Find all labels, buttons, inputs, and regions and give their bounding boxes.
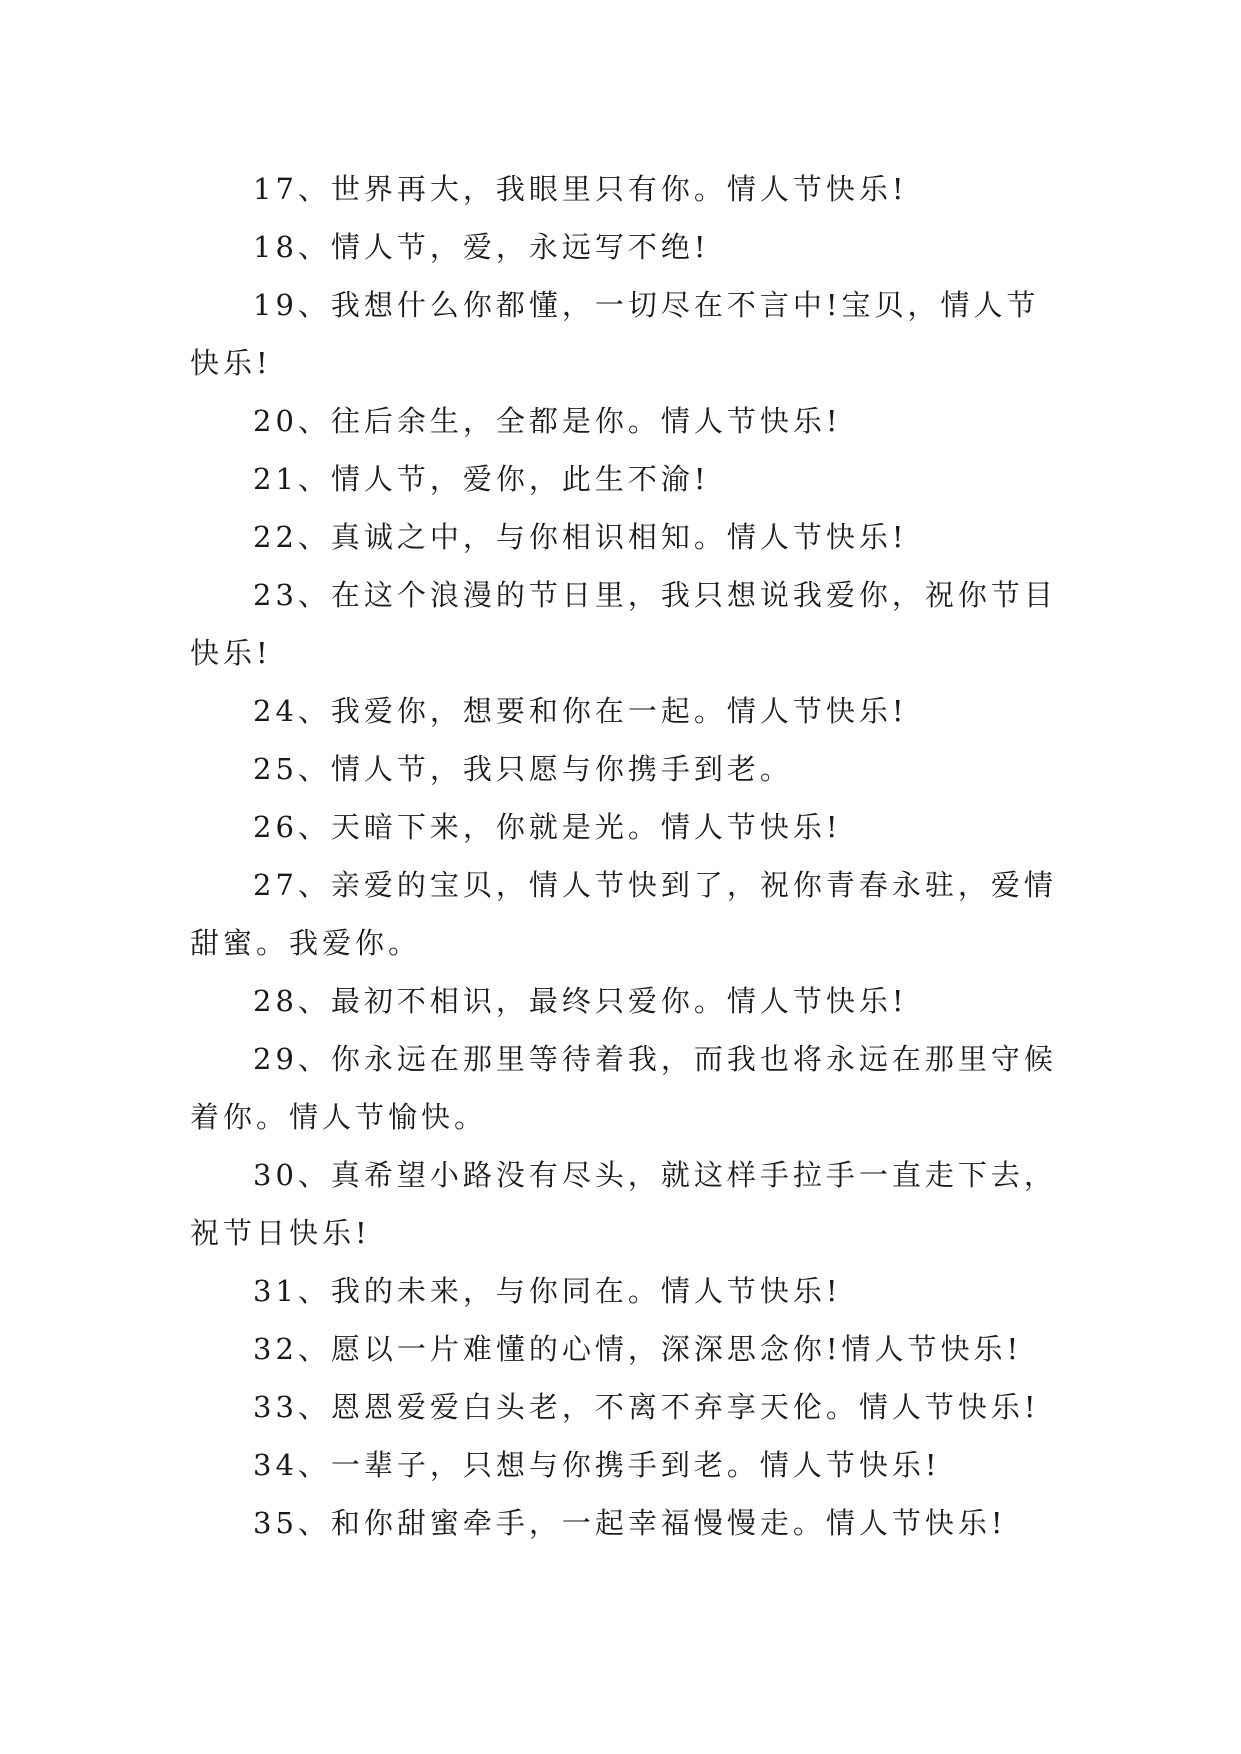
paragraph-28: 28、最初不相识，最终只爱你。情人节快乐! (253, 984, 908, 1018)
paragraph-34: 34、一辈子，只想与你携手到老。情人节快乐! (253, 1448, 941, 1482)
document-body (190, 160, 1070, 1552)
paragraph-19: 19、我想什么你都懂，一切尽在不言中!宝贝，情人节快乐! (190, 288, 1040, 380)
paragraph-35: 35、和你甜蜜牵手，一起幸福慢慢走。情人节快乐! (253, 1506, 1007, 1540)
paragraph-21: 21、情人节，爱你，此生不渝! (253, 462, 710, 496)
paragraph-23: 23、在这个浪漫的节日里，我只想说我爱你，祝你节目快乐! (190, 578, 1057, 670)
paragraph-29: 29、你永远在那里等待着我，而我也将永远在那里守候着你。情人节愉快。 (190, 1042, 1057, 1134)
paragraph-20: 20、往后余生，全都是你。情人节快乐! (253, 404, 842, 438)
paragraph-18: 18、情人节，爱，永远写不绝! (253, 230, 710, 264)
paragraph-26: 26、天暗下来，你就是光。情人节快乐! (253, 810, 842, 844)
paragraph-27: 27、亲爱的宝贝，情人节快到了，祝你青春永驻，爱情甜蜜。我爱你。 (190, 868, 1057, 960)
paragraph-22: 22、真诚之中，与你相识相知。情人节快乐! (253, 520, 908, 554)
paragraph-17: 17、世界再大，我眼里只有你。情人节快乐! (253, 172, 908, 206)
paragraph-33: 33、恩恩爱爱白头老，不离不弃享天伦。情人节快乐! (253, 1390, 1040, 1424)
paragraph-31: 31、我的未来，与你同在。情人节快乐! (253, 1274, 842, 1308)
paragraph-25: 25、情人节，我只愿与你携手到老。 (253, 752, 793, 786)
paragraph-24: 24、我爱你，想要和你在一起。情人节快乐! (253, 694, 908, 728)
paragraph-30: 30、真希望小路没有尽头，就这样手拉手一直走下去，祝节日快乐! (190, 1158, 1057, 1250)
paragraph-32: 32、愿以一片难懂的心情，深深思念你!情人节快乐! (253, 1332, 1023, 1366)
